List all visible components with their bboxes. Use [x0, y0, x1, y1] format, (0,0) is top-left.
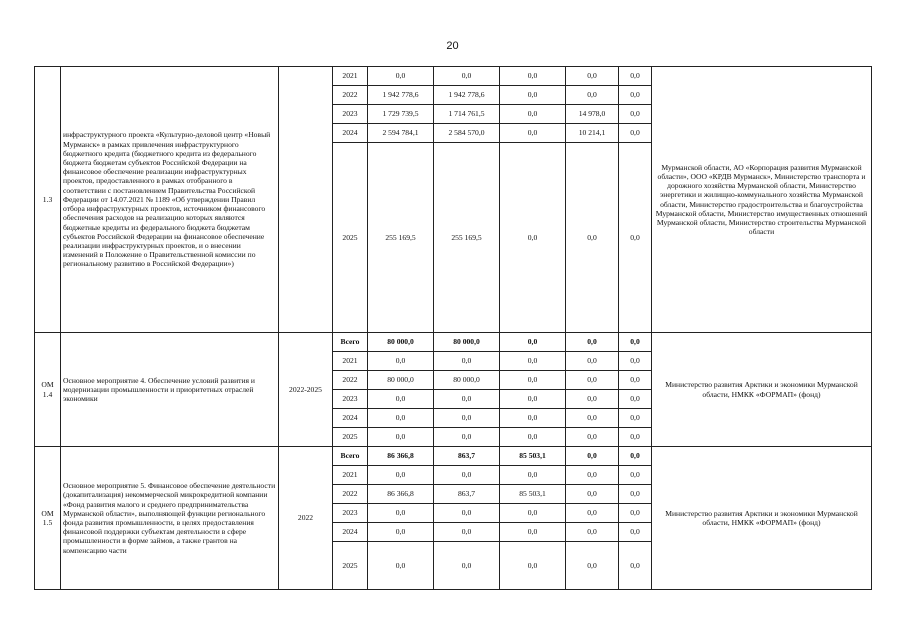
- total-cell: 86 366,8: [368, 485, 434, 504]
- fund-cell: 0,0: [619, 523, 652, 542]
- fund-cell: 0,0: [500, 428, 566, 447]
- row-code: 1.3: [35, 67, 61, 333]
- year-cell: 2023: [333, 390, 368, 409]
- fund-cell: 0,0: [619, 86, 652, 105]
- fund-cell: 0,0: [619, 143, 652, 333]
- year-cell: 2021: [333, 67, 368, 86]
- fund-cell: 863,7: [434, 447, 500, 466]
- fund-cell: 85 503,1: [500, 447, 566, 466]
- fund-cell: 0,0: [566, 428, 619, 447]
- fund-cell: 0,0: [619, 409, 652, 428]
- total-cell: 0,0: [368, 523, 434, 542]
- total-cell: 80 000,0: [368, 371, 434, 390]
- fund-cell: 0,0: [434, 409, 500, 428]
- fund-cell: 863,7: [434, 485, 500, 504]
- total-cell: 0,0: [368, 390, 434, 409]
- row-period: 2022-2025: [279, 333, 333, 447]
- total-cell: 1 942 778,6: [368, 86, 434, 105]
- row-description: инфраструктурного проекта «Культурно-деловой центр «Новый Мурманск» в рамках привлечения инфраструктурного бюджетного кредита (бюджетного кредита из федерального бюджета бюджетам субъектов Российской Федерации на финансовое обеспечение реализации инфраструктурных проектов, предоставленного в рамках отобранного в соответствии с постановлением Правительства Российской Федерации от 14.07.2021 № 1189 «Об утверждении Правил отбора инфраструктурных проектов, источником финансового обеспечения расходов на реализацию которых являются бюджетные кредиты из федерального бюджета бюджетам субъектов Российской Федерации на финансовое обеспечение реализации инфраструктурных проектов, и о внесении изменений в Положение о Правительственной комиссии по региональному развитию в Российской Федерации»): [61, 67, 279, 333]
- fund-cell: 0,0: [500, 390, 566, 409]
- fund-cell: 0,0: [619, 67, 652, 86]
- year-cell: 2022: [333, 485, 368, 504]
- fund-cell: 0,0: [566, 333, 619, 352]
- total-cell: 1 729 739,5: [368, 105, 434, 124]
- fund-cell: 0,0: [500, 143, 566, 333]
- total-cell: 0,0: [368, 504, 434, 523]
- year-cell: 2025: [333, 428, 368, 447]
- fund-cell: 0,0: [566, 409, 619, 428]
- fund-cell: 0,0: [566, 542, 619, 590]
- fund-cell: 0,0: [500, 466, 566, 485]
- table-row: [35, 67, 872, 86]
- row-description: Основное мероприятие 4. Обеспечение условий развития и модернизации промышленности и приоритетных отраслей экономики: [61, 333, 279, 447]
- fund-cell: 14 978,0: [566, 105, 619, 124]
- fund-cell: 0,0: [619, 333, 652, 352]
- fund-cell: 0,0: [500, 333, 566, 352]
- fund-cell: 0,0: [566, 466, 619, 485]
- row-period: [279, 67, 333, 333]
- fund-cell: 0,0: [566, 523, 619, 542]
- total-cell: 0,0: [368, 67, 434, 86]
- fund-cell: 0,0: [566, 485, 619, 504]
- year-cell: 2024: [333, 409, 368, 428]
- total-cell: 0,0: [368, 466, 434, 485]
- row-code: ОМ 1.5: [35, 447, 61, 590]
- fund-cell: 0,0: [500, 352, 566, 371]
- fund-cell: 0,0: [566, 390, 619, 409]
- table-row: [35, 333, 872, 352]
- fund-cell: 0,0: [619, 504, 652, 523]
- fund-cell: 0,0: [500, 105, 566, 124]
- fund-cell: 80 000,0: [434, 371, 500, 390]
- fund-cell: 0,0: [619, 124, 652, 143]
- fund-cell: 0,0: [619, 390, 652, 409]
- fund-cell: 0,0: [434, 523, 500, 542]
- year-cell: Всего: [333, 333, 368, 352]
- total-cell: 0,0: [368, 352, 434, 371]
- fund-cell: 0,0: [619, 485, 652, 504]
- year-cell: 2023: [333, 105, 368, 124]
- fund-cell: 0,0: [619, 542, 652, 590]
- fund-cell: 1 942 778,6: [434, 86, 500, 105]
- fund-cell: 0,0: [500, 409, 566, 428]
- fund-cell: 1 714 761,5: [434, 105, 500, 124]
- row-code: ОМ 1.4: [35, 333, 61, 447]
- fund-cell: 85 503,1: [500, 485, 566, 504]
- fund-cell: 0,0: [566, 86, 619, 105]
- table-row: [35, 447, 872, 466]
- total-cell: 255 169,5: [368, 143, 434, 333]
- year-cell: 2024: [333, 124, 368, 143]
- total-cell: 0,0: [368, 542, 434, 590]
- total-cell: 0,0: [368, 428, 434, 447]
- fund-cell: 0,0: [566, 67, 619, 86]
- fund-cell: 0,0: [566, 447, 619, 466]
- fund-cell: 0,0: [619, 466, 652, 485]
- row-period: 2022: [279, 447, 333, 590]
- fund-cell: 0,0: [566, 371, 619, 390]
- fund-cell: 0,0: [500, 371, 566, 390]
- fund-cell: 0,0: [434, 67, 500, 86]
- page-number: 20: [446, 40, 459, 52]
- year-cell: Всего: [333, 447, 368, 466]
- fund-cell: 0,0: [434, 428, 500, 447]
- fund-cell: 0,0: [500, 86, 566, 105]
- fund-cell: 0,0: [500, 542, 566, 590]
- total-cell: 80 000,0: [368, 333, 434, 352]
- fund-cell: 0,0: [619, 371, 652, 390]
- year-cell: 2025: [333, 542, 368, 590]
- year-cell: 2022: [333, 86, 368, 105]
- fund-cell: 255 169,5: [434, 143, 500, 333]
- fund-cell: 0,0: [434, 390, 500, 409]
- year-cell: 2023: [333, 504, 368, 523]
- fund-cell: 0,0: [566, 143, 619, 333]
- fund-cell: 0,0: [500, 504, 566, 523]
- fund-cell: 0,0: [619, 428, 652, 447]
- year-cell: 2025: [333, 143, 368, 333]
- total-cell: 2 594 784,1: [368, 124, 434, 143]
- fund-cell: 2 584 570,0: [434, 124, 500, 143]
- fund-cell: 0,0: [619, 447, 652, 466]
- fund-cell: 0,0: [434, 542, 500, 590]
- row-responsible: Министерство развития Арктики и экономики Мурманской области, НМКК «ФОРМАП» (фонд): [652, 333, 872, 447]
- fund-cell: 0,0: [566, 352, 619, 371]
- fund-cell: 0,0: [619, 352, 652, 371]
- year-cell: 2022: [333, 371, 368, 390]
- row-responsible: Министерство развития Арктики и экономики Мурманской области, НМКК «ФОРМАП» (фонд): [652, 447, 872, 590]
- fund-cell: 0,0: [566, 504, 619, 523]
- row-description: Основное мероприятие 5. Финансовое обеспечение деятельности (докапитализация) некоммерческой микрокредитной компании «Фонд развития малого и среднего предпринимательства Мурманской области», выполняющей функции регионального фонда развития промышленности, в целях предоставления финансовой поддержки субъектам деятельности в сфере промышленности в форме займов, а также грантов на компенсацию части: [61, 447, 279, 590]
- year-cell: 2024: [333, 523, 368, 542]
- fund-cell: 10 214,1: [566, 124, 619, 143]
- fund-cell: 80 000,0: [434, 333, 500, 352]
- fund-cell: 0,0: [619, 105, 652, 124]
- fund-cell: 0,0: [434, 466, 500, 485]
- year-cell: 2021: [333, 352, 368, 371]
- fund-cell: 0,0: [434, 352, 500, 371]
- fund-cell: 0,0: [500, 124, 566, 143]
- financing-table: [34, 66, 872, 590]
- total-cell: 0,0: [368, 409, 434, 428]
- total-cell: 86 366,8: [368, 447, 434, 466]
- fund-cell: 0,0: [500, 523, 566, 542]
- year-cell: 2021: [333, 466, 368, 485]
- fund-cell: 0,0: [500, 67, 566, 86]
- row-responsible: Мурманской области, АО «Корпорация развития Мурманской области», ООО «КРДВ Мурманск», Министерство транспорта и дорожного хозяйства Мурманской области, Министерство энергетики и жилищно-коммунального хозяйства Мурманской области, Министерство градостроительства и благоустройства Мурманской области, Министерство имущественных отношений Мурманской области, Министерство строительства Мурманской области: [652, 67, 872, 333]
- fund-cell: 0,0: [434, 504, 500, 523]
